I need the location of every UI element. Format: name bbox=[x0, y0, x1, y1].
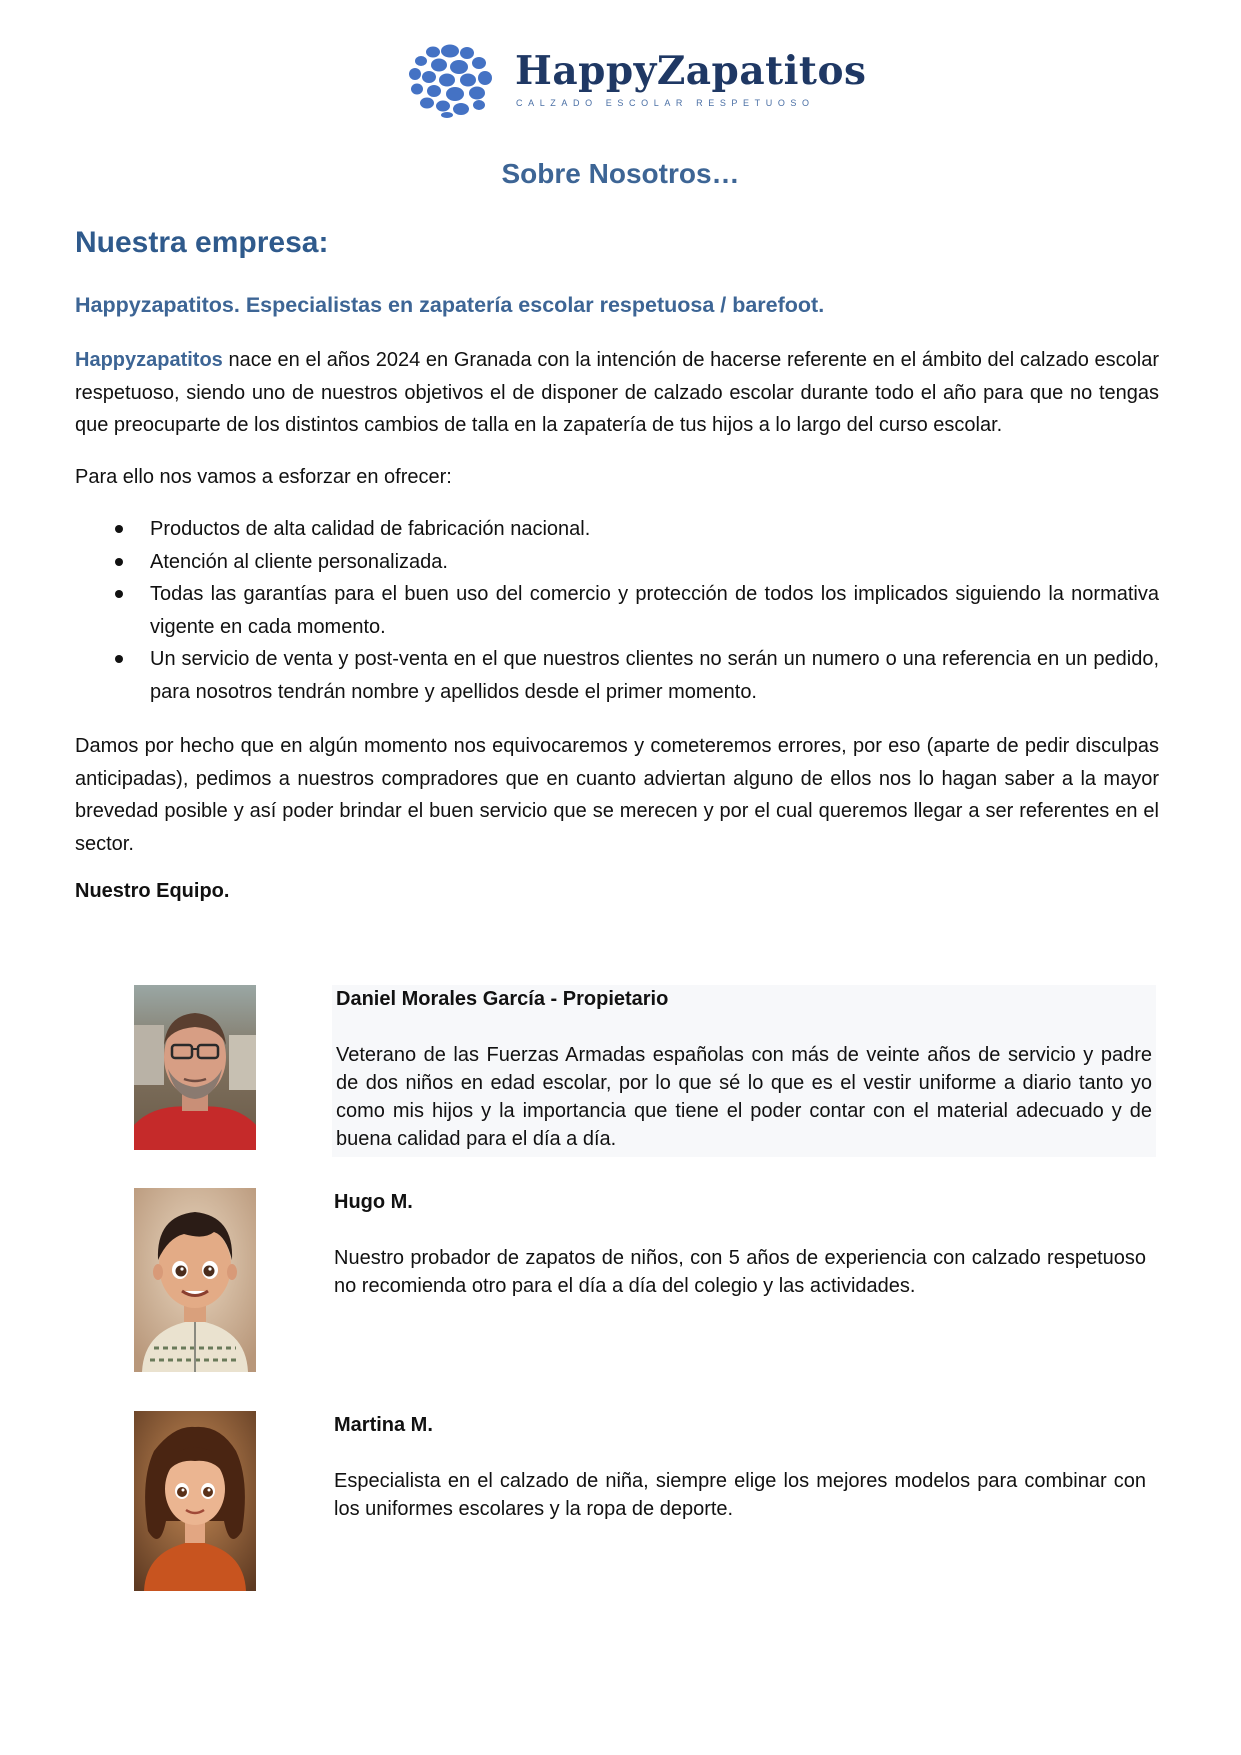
list-item-text: Todas las garantías para el buen uso del comercio y protección de todos los implicados siguiendo la normativa vigente en cada momento. bbox=[150, 583, 1159, 638]
member-name: Martina M. bbox=[334, 1414, 433, 1436]
list-item bbox=[75, 546, 1159, 579]
member-bio: Especialista en el calzado de niña, siempre elige los mejores modelos para combinar con los uniformes escolares y la ropa de deporte. bbox=[334, 1470, 1146, 1520]
girl-cartoon-portrait bbox=[134, 1411, 256, 1591]
bullet-icon bbox=[115, 525, 123, 533]
page-title: Sobre Nosotros… bbox=[501, 158, 740, 189]
list-item-text: Productos de alta calidad de fabricación nacional. bbox=[150, 518, 591, 540]
intro-paragraph bbox=[75, 344, 1159, 442]
list-item bbox=[75, 578, 1159, 643]
brand-tagline: CALZADO ESCOLAR RESPETUOSO bbox=[516, 98, 815, 108]
boy-cartoon-portrait bbox=[134, 1188, 256, 1372]
offer-lead: Para ello nos vamos a esforzar en ofrecer: bbox=[75, 466, 452, 488]
list-item bbox=[75, 513, 1159, 546]
bullet-icon bbox=[115, 590, 123, 598]
bullet-icon bbox=[115, 655, 123, 663]
member-info bbox=[332, 985, 1156, 1157]
man-portrait-photo bbox=[134, 985, 256, 1150]
member-info bbox=[334, 1411, 1146, 1523]
offer-list bbox=[75, 513, 1159, 708]
pebbles-circle-logo-icon bbox=[405, 42, 495, 118]
member-bio: Veterano de las Fuerzas Armadas españolas con más de veinte años de servicio y padre de dos niños en edad escolar, por lo que sé lo que es el vestir uniforme a diario tanto yo como mis hijos y la importancia que tiene el poder contar con el material adecuado y de buena calidad para el día a día. bbox=[336, 1044, 1152, 1150]
brand-word: Happyzapatitos bbox=[75, 349, 223, 371]
member-bio: Nuestro probador de zapatos de niños, con 5 años de experiencia con calzado respetuoso no recomienda otro para el día a día del colegio y las actividades. bbox=[334, 1247, 1146, 1297]
bullet-icon bbox=[115, 558, 123, 566]
list-item-text: Atención al cliente personalizada. bbox=[150, 550, 448, 573]
errors-paragraph: Damos por hecho que en algún momento nos equivocaremos y cometeremos errores, por eso (aparte de pedir disculpas anticipadas), pedimos a nuestros compradores que en cuanto adviertan alguno de ellos nos lo hagan saber a la mayor brevedad posible y así poder brindar el buen servicio que se merecen y por el cual queremos llegar a ser referentes en el sector. bbox=[75, 735, 1159, 855]
member-name: Daniel Morales García - Propietario bbox=[336, 988, 669, 1010]
intro-text: nace en el años 2024 en Granada con la intención de hacerse referente en el ámbito del calzado escolar respetuoso, siendo uno de nuestros objetivos el de disponer de calzado escolar durante todo el año para que no tengas que preocuparte de los distintos cambios de talla en la zapatería de tus hijos a lo largo del curso escolar. bbox=[75, 349, 1159, 436]
brand-name: HappyZapatitos bbox=[515, 48, 867, 94]
section-title: Nuestra empresa: bbox=[75, 226, 329, 259]
list-item-text: Un servicio de venta y post-venta en el que nuestros clientes no serán un numero o una referencia en un pedido, para nosotros tendrán nombre y apellidos desde el primer momento. bbox=[150, 648, 1159, 703]
member-name: Hugo M. bbox=[334, 1191, 413, 1213]
company-subtitle: Happyzapatitos. Especialistas en zapatería escolar respetuosa / barefoot. bbox=[75, 293, 825, 317]
team-title: Nuestro Equipo. bbox=[75, 880, 230, 902]
member-info bbox=[334, 1188, 1146, 1300]
brand-logo bbox=[405, 42, 867, 118]
list-item bbox=[75, 643, 1159, 708]
